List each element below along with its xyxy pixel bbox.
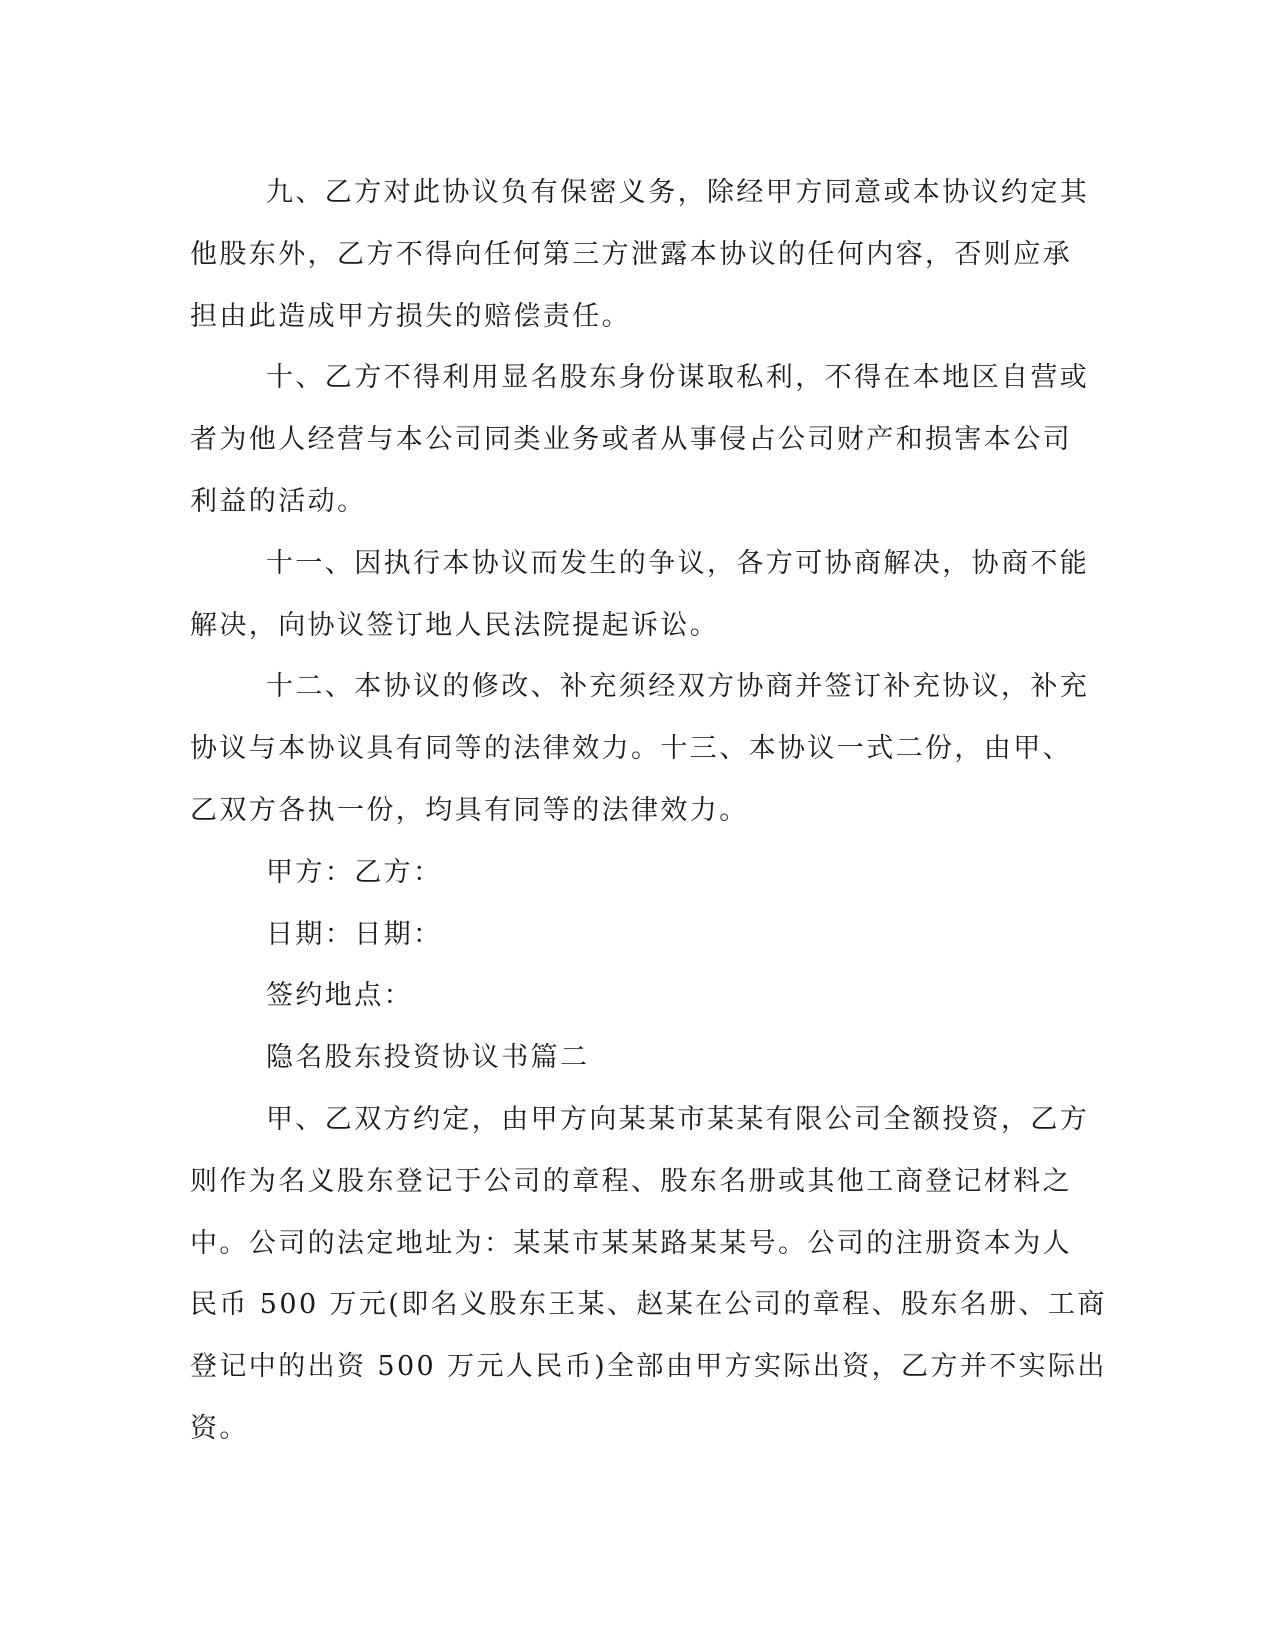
paragraph-10-line-2: 者为他人经营与本公司同类业务或者从事侵占公司财产和损害本公司	[190, 424, 1072, 456]
section-2-line-6: 资。	[190, 1412, 249, 1444]
document-body	[190, 162, 1107, 1460]
section-heading: 隐名股东投资协议书篇二	[266, 1042, 590, 1074]
paragraph-10-line-1: 十、乙方不得利用显名股东身份谋取私利，不得在本地区自营或	[266, 362, 1090, 394]
paragraph-9-line-2: 他股东外，乙方不得向任何第三方泄露本协议的任何内容，否则应承	[190, 238, 1072, 270]
signing-location-line: 签约地点：	[266, 980, 413, 1012]
paragraph-9-line-1: 九、乙方对此协议负有保密义务，除经甲方同意或本协议约定其	[266, 177, 1090, 208]
section-2-line-4: 民币 500 万元(即名义股东王某、赵某在公司的章程、股东名册、工商	[190, 1289, 1107, 1321]
section-2-line-2: 则作为名义股东登记于公司的章程、股东名册或其他工商登记材料之	[190, 1165, 1072, 1197]
paragraph-10-line-3: 利益的活动。	[190, 485, 367, 517]
section-2-line-3: 中。公司的法定地址为：某某市某某路某某号。公司的注册资本为人	[190, 1227, 1072, 1259]
paragraph-12-line-3: 乙双方各执一份，均具有同等的法律效力。	[190, 794, 749, 826]
date-signature-line: 日期：日期：	[266, 918, 443, 950]
paragraph-9-line-3: 担由此造成甲方损失的赔偿责任。	[190, 300, 631, 332]
paragraph-11-line-2: 解决，向协议签订地人民法院提起诉讼。	[190, 609, 720, 641]
section-2-line-5: 登记中的出资 500 万元人民币)全部由甲方实际出资，乙方并不实际出	[190, 1351, 1107, 1383]
paragraph-12-line-1: 十二、本协议的修改、补充须经双方协商并签订补充协议，补充	[266, 671, 1090, 703]
party-signature-line: 甲方：乙方：	[266, 856, 443, 888]
paragraph-11-line-1: 十一、因执行本协议而发生的争议，各方可协商解决，协商不能	[266, 547, 1090, 579]
section-2-line-1: 甲、乙双方约定，由甲方向某某市某某有限公司全额投资，乙方	[266, 1103, 1090, 1135]
paragraph-12-line-2: 协议与本协议具有同等的法律效力。十三、本协议一式二份，由甲、	[190, 733, 1072, 765]
